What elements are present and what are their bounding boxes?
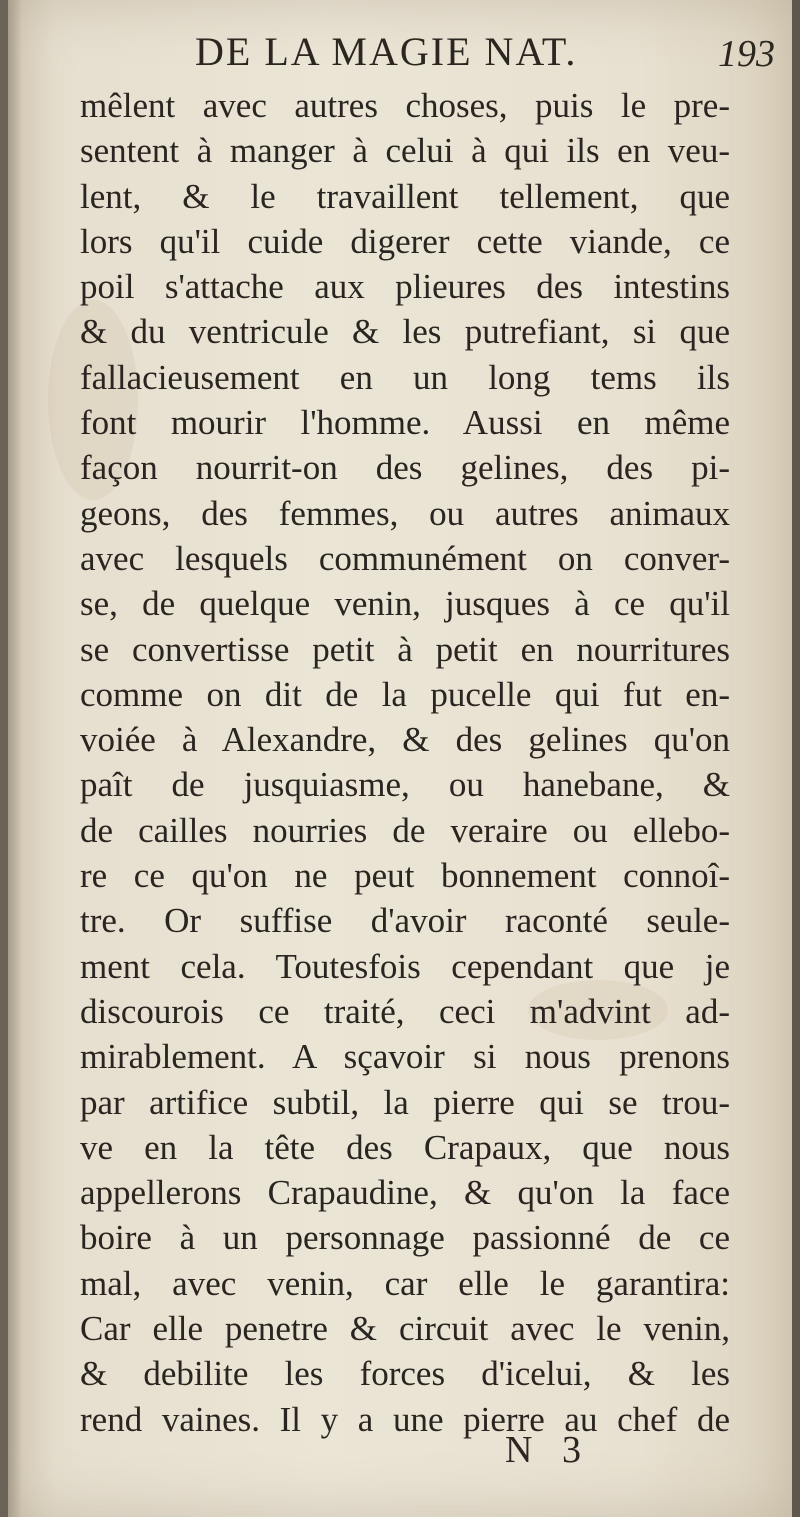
- page-header: [195, 28, 785, 84]
- text-line: façon nourrit-on des gelines, des pi-: [80, 448, 730, 488]
- running-head: DE LA MAGIE NAT.: [195, 29, 578, 74]
- text-line: mirablement. A sçavoir si nous prenons: [80, 1037, 730, 1077]
- text-line: boire à un personnage passionné de ce: [80, 1218, 730, 1258]
- page-edge: [792, 0, 800, 1517]
- text-line: par artifice subtil, la pierre qui se trou-: [80, 1082, 730, 1122]
- text-line: avec lesquels communément on conver-: [80, 538, 730, 578]
- text-line: comme on dit de la pucelle qui fut en-: [80, 674, 730, 714]
- text-line: geons, des femmes, ou autres animaux: [80, 493, 730, 533]
- text-line: poil s'attache aux plieures des intestins: [80, 267, 730, 307]
- page-number: 193: [718, 33, 775, 75]
- text-line: voiée à Alexandre, & des gelines qu'on: [80, 720, 730, 760]
- text-line: rend vaines. Il y a une pierre au chef de: [80, 1399, 730, 1439]
- text-line: lent, & le travaillent tellement, que: [80, 176, 730, 216]
- signature-mark: N 3: [505, 1429, 591, 1471]
- text-line: tre. Or suffise d'avoir raconté seule-: [80, 901, 730, 941]
- text-line: paît de jusquiasme, ou hanebane, &: [80, 765, 730, 805]
- text-line: font mourir l'homme. Aussi en même: [80, 403, 730, 443]
- body-text: [80, 83, 730, 1442]
- text-line: Car elle penetre & circuit avec le venin,: [80, 1309, 730, 1349]
- page-gutter-shadow: [8, 0, 22, 1517]
- text-line: lors qu'il cuide digerer cette viande, ce: [80, 221, 730, 261]
- text-line: appellerons Crapaudine, & qu'on la face: [80, 1173, 730, 1213]
- text-line: mal, avec venin, car elle le garantira:: [80, 1263, 730, 1303]
- text-line: de cailles nourries de veraire ou ellebo-: [80, 810, 730, 850]
- text-line: ve en la tête des Crapaux, que nous: [80, 1127, 730, 1167]
- text-line: fallacieusement en un long tems ils: [80, 357, 730, 397]
- text-line: ment cela. Toutesfois cependant que je: [80, 946, 730, 986]
- text-line: se, de quelque venin, jusques à ce qu'il: [80, 584, 730, 624]
- text-line: se convertisse petit à petit en nourritures: [80, 629, 730, 669]
- text-line: & du ventricule & les putrefiant, si que: [80, 312, 730, 352]
- text-line: discourois ce traité, ceci m'advint ad-: [80, 991, 730, 1031]
- text-line: mêlent avec autres choses, puis le pre-: [80, 86, 730, 125]
- text-line: sentent à manger à celui à qui ils en veu-: [80, 131, 730, 171]
- text-line: re ce qu'on ne peut bonnement connoî-: [80, 856, 730, 896]
- text-line: & debilite les forces d'icelui, & les: [80, 1354, 730, 1394]
